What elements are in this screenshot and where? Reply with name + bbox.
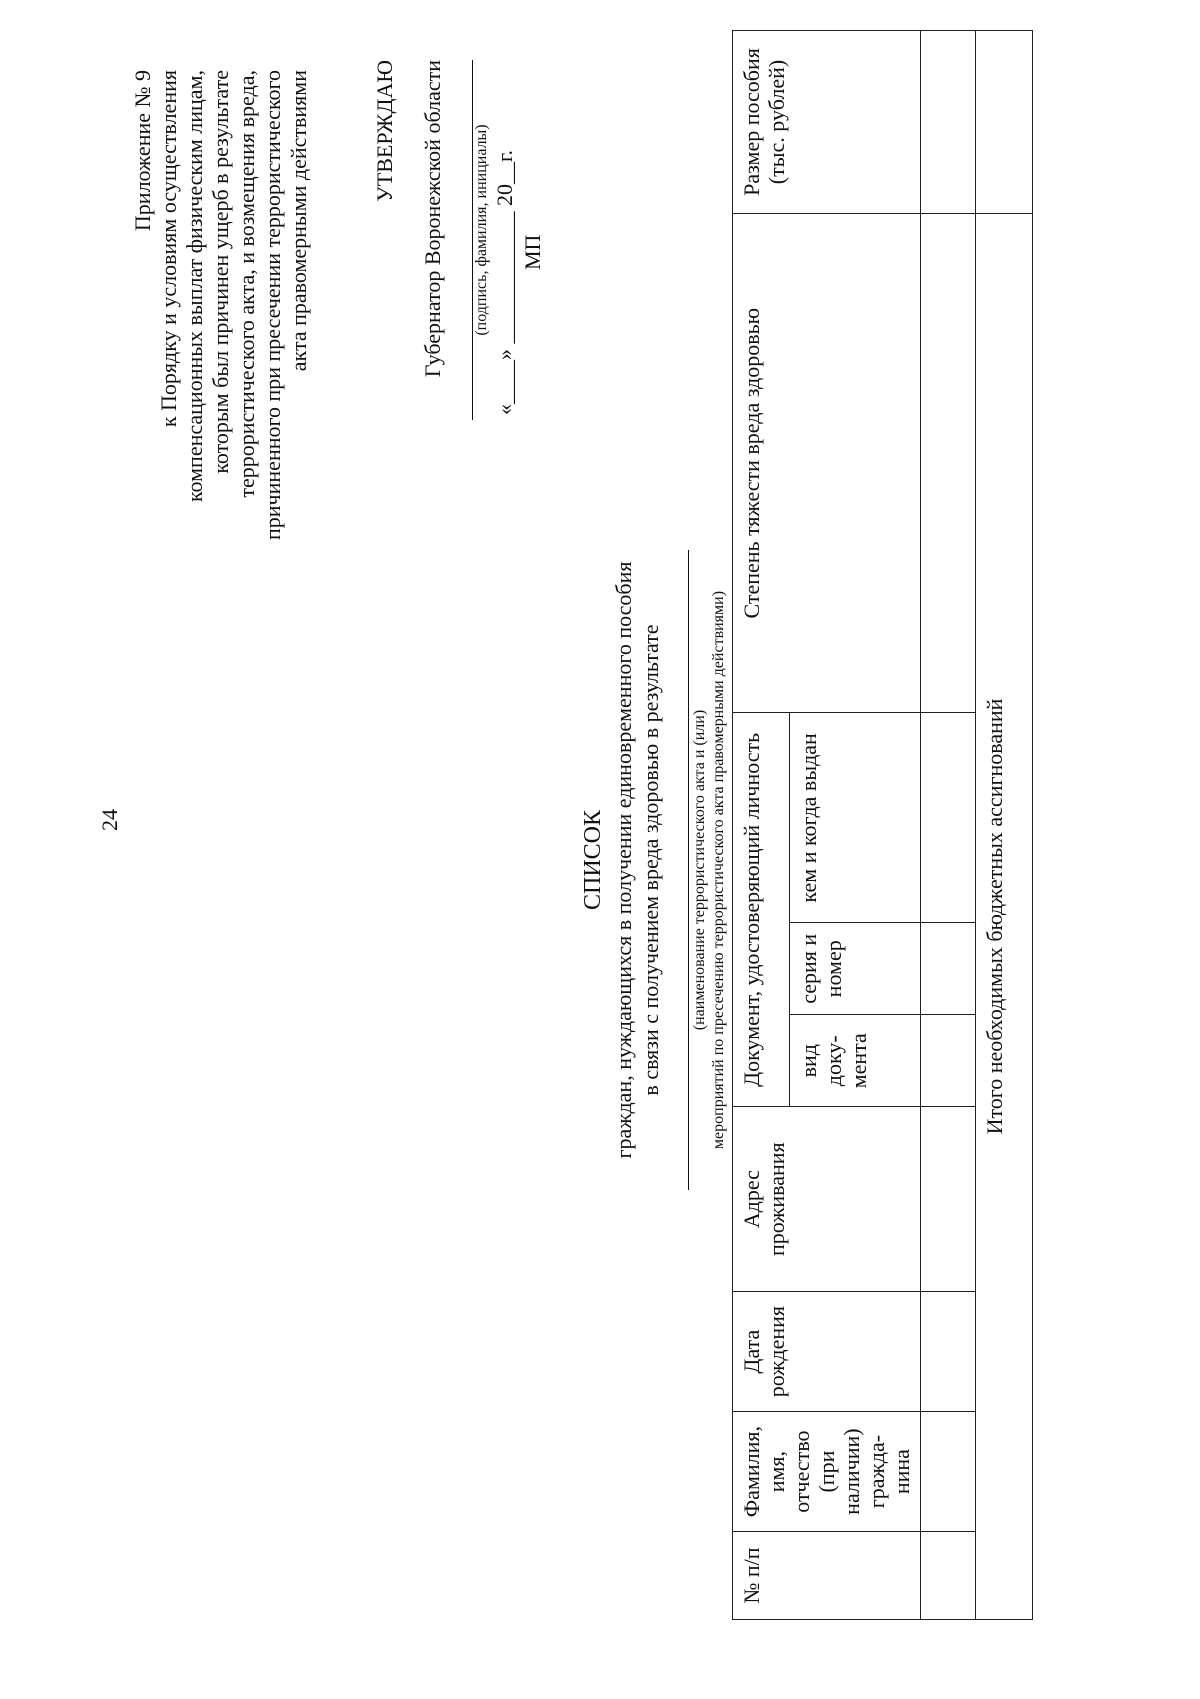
event-caption-line: мероприятий по пресечению террористического акта правомерными действиями) [710, 590, 727, 1150]
event-caption [690, 500, 728, 1240]
annex-line: акта правомерными действиями [286, 70, 311, 372]
header-fio: Фамилия, имя, отчество (при наличии) гражда-нина [733, 1412, 921, 1532]
annex-line: к Порядку и условиям осуществления [156, 70, 181, 428]
header-num: № п/п [733, 1532, 921, 1620]
header-doc-series: серия и номер [789, 923, 920, 1015]
table-cell [921, 1107, 976, 1292]
list-title: СПИСОК [580, 809, 606, 911]
table-cell [921, 31, 976, 214]
signature-caption: (подпись, фамилия, инициалы) [473, 124, 490, 336]
table-header-row [733, 31, 790, 1620]
annex-line: Приложение № 9 [130, 70, 155, 232]
document-sheet [0, 30, 1120, 1660]
list-subtitle-line: в связи с получением вреда здоровью в результате [638, 624, 663, 1096]
header-address: Адрес проживания [733, 1107, 921, 1292]
list-subtitle-line: граждан, нуждающихся в получении единовременного пособия [611, 561, 636, 1159]
annex-line: причиненного при пресечении террористического [260, 70, 285, 540]
header-doc-type: вид доку-мента [789, 1015, 920, 1107]
total-label: Итого необходимых бюджетных ассигнований [976, 213, 1033, 1619]
annex-line: террористического акта, и возмещения вреда, [234, 70, 259, 498]
page-number: 24 [97, 809, 122, 831]
approval-date-line: «____» ____________ 20__г. [492, 149, 517, 415]
annex-line: компенсационных выплат физическим лицам, [182, 70, 207, 503]
table-cell [921, 1015, 976, 1107]
table-cell [921, 1532, 976, 1620]
table-cell [921, 1412, 976, 1532]
header-birth: Дата рождения [733, 1292, 921, 1412]
table-cell [921, 713, 976, 923]
event-name-line [688, 550, 689, 1190]
table-cell [921, 1292, 976, 1412]
approval-title: УТВЕРЖДАЮ [372, 60, 397, 202]
event-caption-line: (наименование террористического акта и (или) [691, 709, 708, 1031]
beneficiaries-table [732, 30, 1033, 1620]
annex-line: которым был причинен ущерб в результате [208, 70, 233, 474]
header-doc-issued: кем и когда выдан [789, 713, 920, 923]
total-value-cell [976, 31, 1033, 214]
header-document: Документ, удостоверяющий личность [733, 713, 790, 1107]
table-cell [921, 923, 976, 1015]
header-amount: Размер пособия (тыс. рублей) [733, 31, 921, 214]
stamp-placeholder: МП [520, 234, 545, 270]
table-cell [921, 213, 976, 713]
annex-header [130, 70, 312, 610]
list-subtitle [610, 220, 664, 1500]
table-row [921, 31, 976, 1620]
table-total-row [976, 31, 1033, 1620]
header-severity: Степень тяжести вреда здоровью [733, 213, 921, 713]
approval-governor: Губернатор Воронежской области [420, 60, 445, 378]
